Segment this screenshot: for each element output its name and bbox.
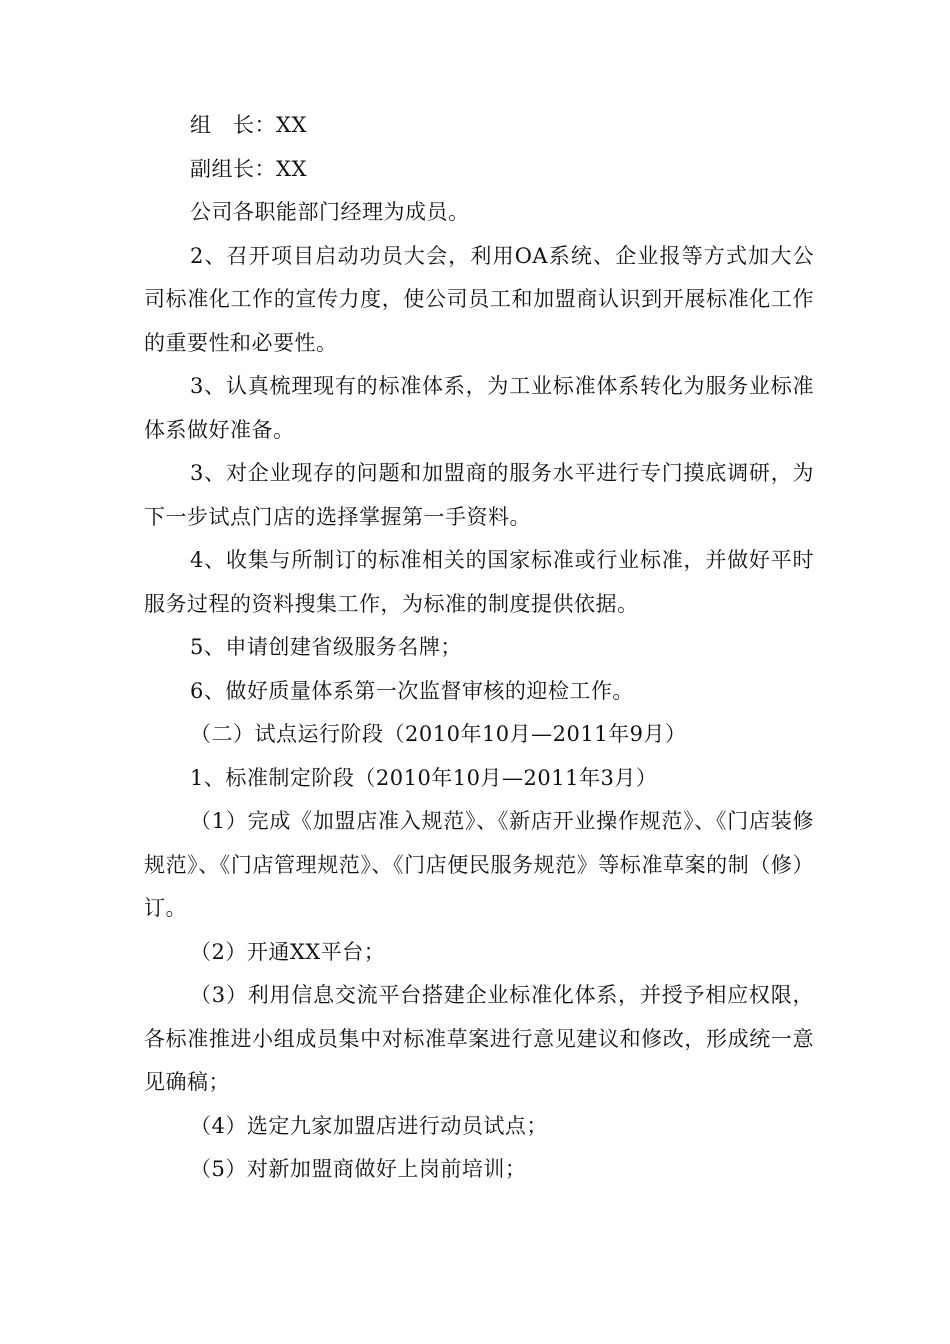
paragraph-item-5: 5、申请创建省级服务名牌； xyxy=(190,635,462,659)
paragraph-sub-item-2: （2）开通XX平台； xyxy=(190,939,386,964)
paragraph-item-2: 2、召开项目启动功员大会，利用OA系统、企业报等方式加大公司标准化工作的宣传力度，使公司员工和加盟商认识到开展标准化工作的重要性和必要性。 xyxy=(144,243,814,355)
paragraph-item-6: 6、做好质量体系第一次监督审核的迎检工作。 xyxy=(190,678,634,703)
paragraph-item-3a: 3、认真梳理现有的标准体系，为工业标准体系转化为服务业标准体系做好准备。 xyxy=(144,374,814,442)
paragraph-item-3b: 3、对企业现存的问题和加盟商的服务水平进行专门摸底调研，为下一步试点门店的选择掌握第一手资料。 xyxy=(144,461,814,529)
section-heading-pilot-phase: （二）试点运行阶段（2010年10月—2011年9月） xyxy=(190,722,687,746)
subsection-heading-standard-drafting: 1、标准制定阶段（2010年10月—2011年3月） xyxy=(190,765,658,790)
paragraph-sub-item-3: （3）利用信息交流平台搭建企业标准化体系，并授予相应权限，各标准推进小组成员集中对标准草案进行意见建议和修改，形成统一意见确稿； xyxy=(144,983,814,1094)
document-body xyxy=(144,104,814,1192)
paragraph-sub-item-5: （5）对新加盟商做好上岗前培训； xyxy=(190,1157,527,1181)
paragraph-sub-item-4: （4）选定九家加盟店进行动员试点； xyxy=(190,1113,548,1138)
paragraph-members: 公司各职能部门经理为成员。 xyxy=(190,200,470,224)
paragraph-item-4: 4、收集与所制订的标准相关的国家标准或行业标准，并做好平时服务过程的资料搜集工作，为标准的制度提供依据。 xyxy=(144,548,814,616)
paragraph-sub-item-1: （1）完成《加盟店准入规范》、《新店开业操作规范》、《门店装修规范》、《门店管理规范》、《门店便民服务规范》等标准草案的制（修）订。 xyxy=(144,809,814,920)
paragraph-deputy-leader: 副组长：XX xyxy=(190,156,307,181)
paragraph-group-leader: 组 长：XX xyxy=(190,113,307,137)
